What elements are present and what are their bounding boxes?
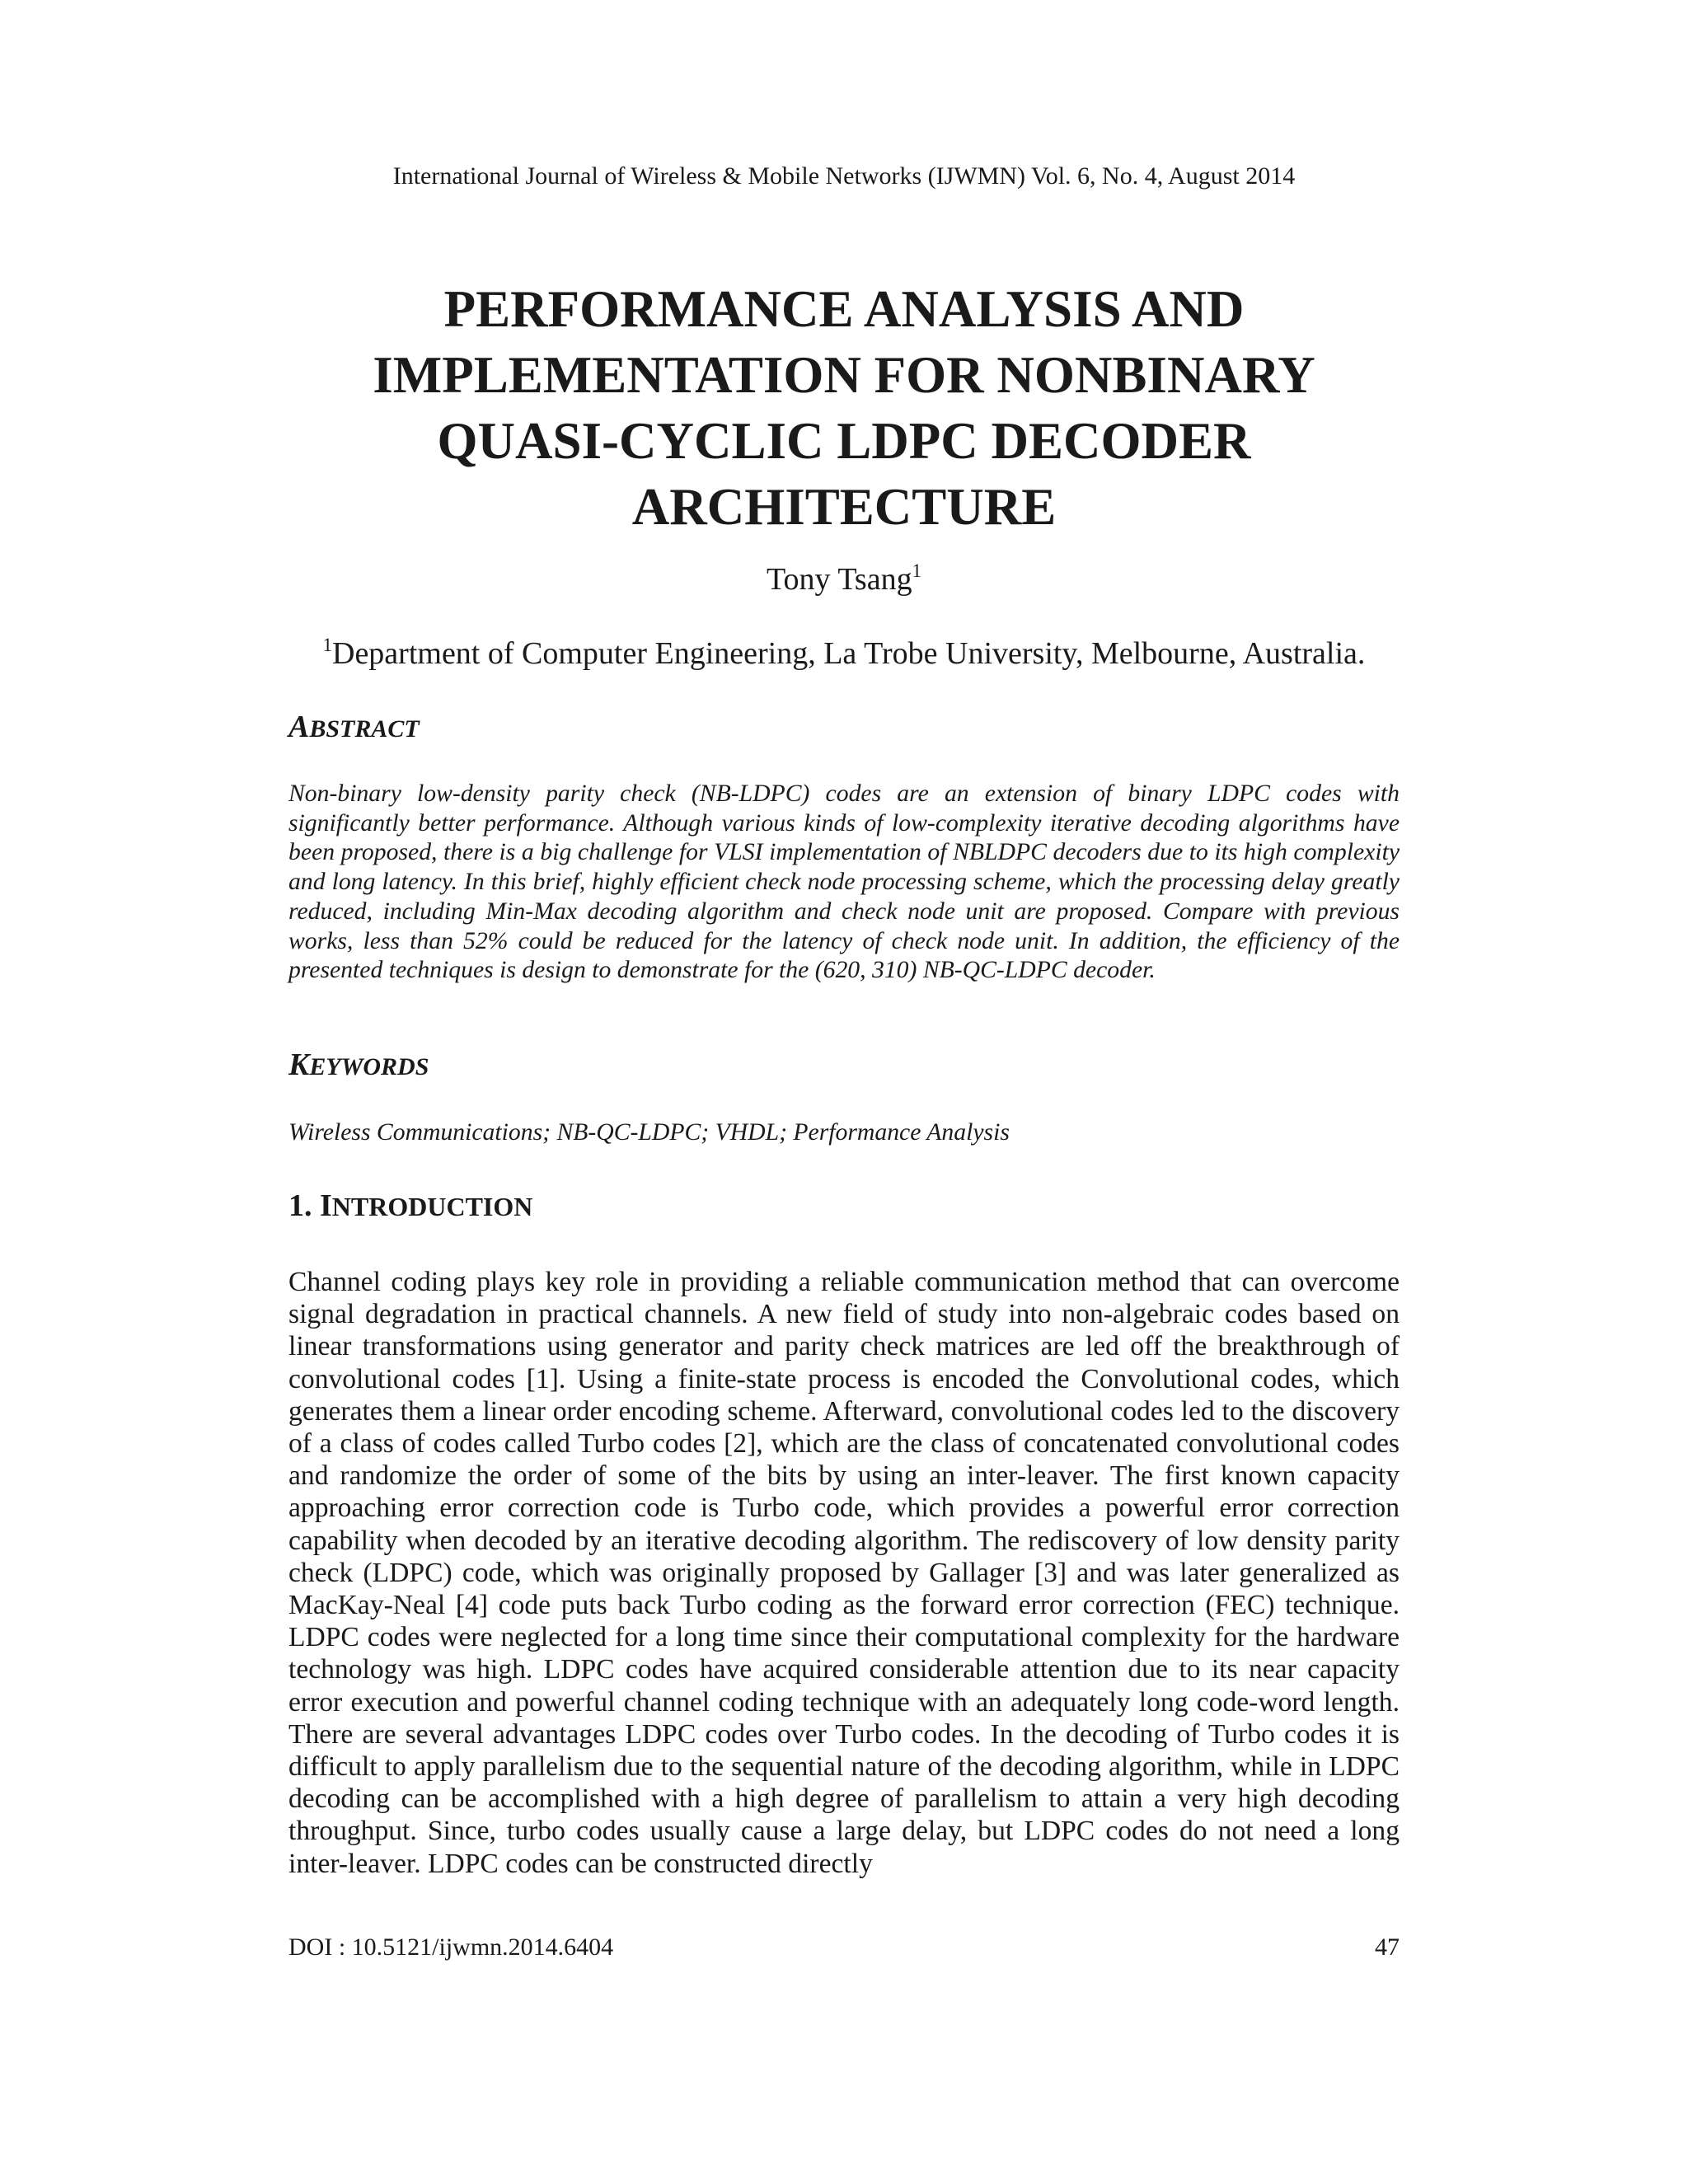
running-header: International Journal of Wireless & Mobile Networks (IJWMN) Vol. 6, No. 4, August 2014 <box>392 162 1296 190</box>
section-number: 1. <box>288 1188 312 1223</box>
keywords-heading: KEYWORDS <box>288 1047 429 1082</box>
title-line: ARCHITECTURE <box>631 478 1057 536</box>
keywords-text: Wireless Communications; NB-QC-LDPC; VHDL; Performance Analysis <box>288 1119 1010 1146</box>
paper-title <box>0 276 1688 540</box>
affiliation-line <box>0 635 1688 673</box>
author-affiliation-mark: 1 <box>912 560 921 582</box>
title-line: QUASI-CYCLIC LDPC DECODER <box>437 412 1251 470</box>
affiliation-text: Department of Computer Engineering, La Trobe University, Melbourne, Australia. <box>332 636 1366 671</box>
abstract-heading: ABSTRACT <box>288 710 420 744</box>
author-line <box>0 560 1688 598</box>
affiliation-mark: 1 <box>322 635 332 656</box>
title-line: IMPLEMENTATION FOR NONBINARY <box>373 346 1315 404</box>
introduction-heading: 1. INTRODUCTION <box>288 1188 533 1223</box>
page-number: 47 <box>1375 1933 1400 1961</box>
title-line: PERFORMANCE ANALYSIS AND <box>443 280 1245 338</box>
abstract-text: Non-binary low-density parity check (NB-LDPC) codes are an extension of binary LDPC codes with significantly better performance. Although various kinds of low-complexity iterative decoding algorithms have been proposed, there is a big challenge for VLSI implementation of NBLDPC decoders due to its high complexity and long latency. In this brief, highly efficient check node processing scheme, which the processing delay greatly reduced, including Min-Max decoding algorithm and check node unit are proposed. Compare with previous works, less than 52% could be reduced for the latency of check node unit. In addition, the efficiency of the presented techniques is design to demonstrate for the (620, 310) NB-QC-LDPC decoder. <box>288 780 1400 984</box>
introduction-text: Channel coding plays key role in providing a reliable communication method that can overcome signal degradation in practical channels. A new field of study into non-algebraic codes based on linear transformations using generator and parity check matrices are led off the breakthrough of convolutional codes [1]. Using a finite-state process is encoded the Convolutional codes, which generates them a linear order encoding scheme. Afterward, convolutional codes led to the discovery of a class of codes called Turbo codes [2], which are the class of concatenated convolutional codes and randomize the order of some of the bits by using an inter-leaver. The first known capacity approaching error correction code is Turbo code, which provides a powerful error correction capability when decoded by an iterative decoding algorithm. The rediscovery of low density parity check (LDPC) code, which was originally proposed by Gallager [3] and was later generalized as MacKay-Neal [4] code puts back Turbo coding as the forward error correction (FEC) technique. LDPC codes were neglected for a long time since their computational complexity for the hardware technology was high. LDPC codes have acquired considerable attention due to its near capacity error execution and powerful channel coding technique with an adequately long code-word length. There are several advantages LDPC codes over Turbo codes. In the decoding of Turbo codes it is difficult to apply parallelism due to the sequential nature of the decoding algorithm, while in LDPC decoding can be accomplished with a high degree of parallelism to attain a very high decoding throughput. Since, turbo codes usually cause a large delay, but LDPC codes do not need a long inter-leaver. LDPC codes can be constructed directly <box>288 1267 1400 1879</box>
footer-doi: DOI : 10.5121/ijwmn.2014.6404 <box>288 1933 614 1961</box>
author-name: Tony Tsang <box>767 562 912 597</box>
